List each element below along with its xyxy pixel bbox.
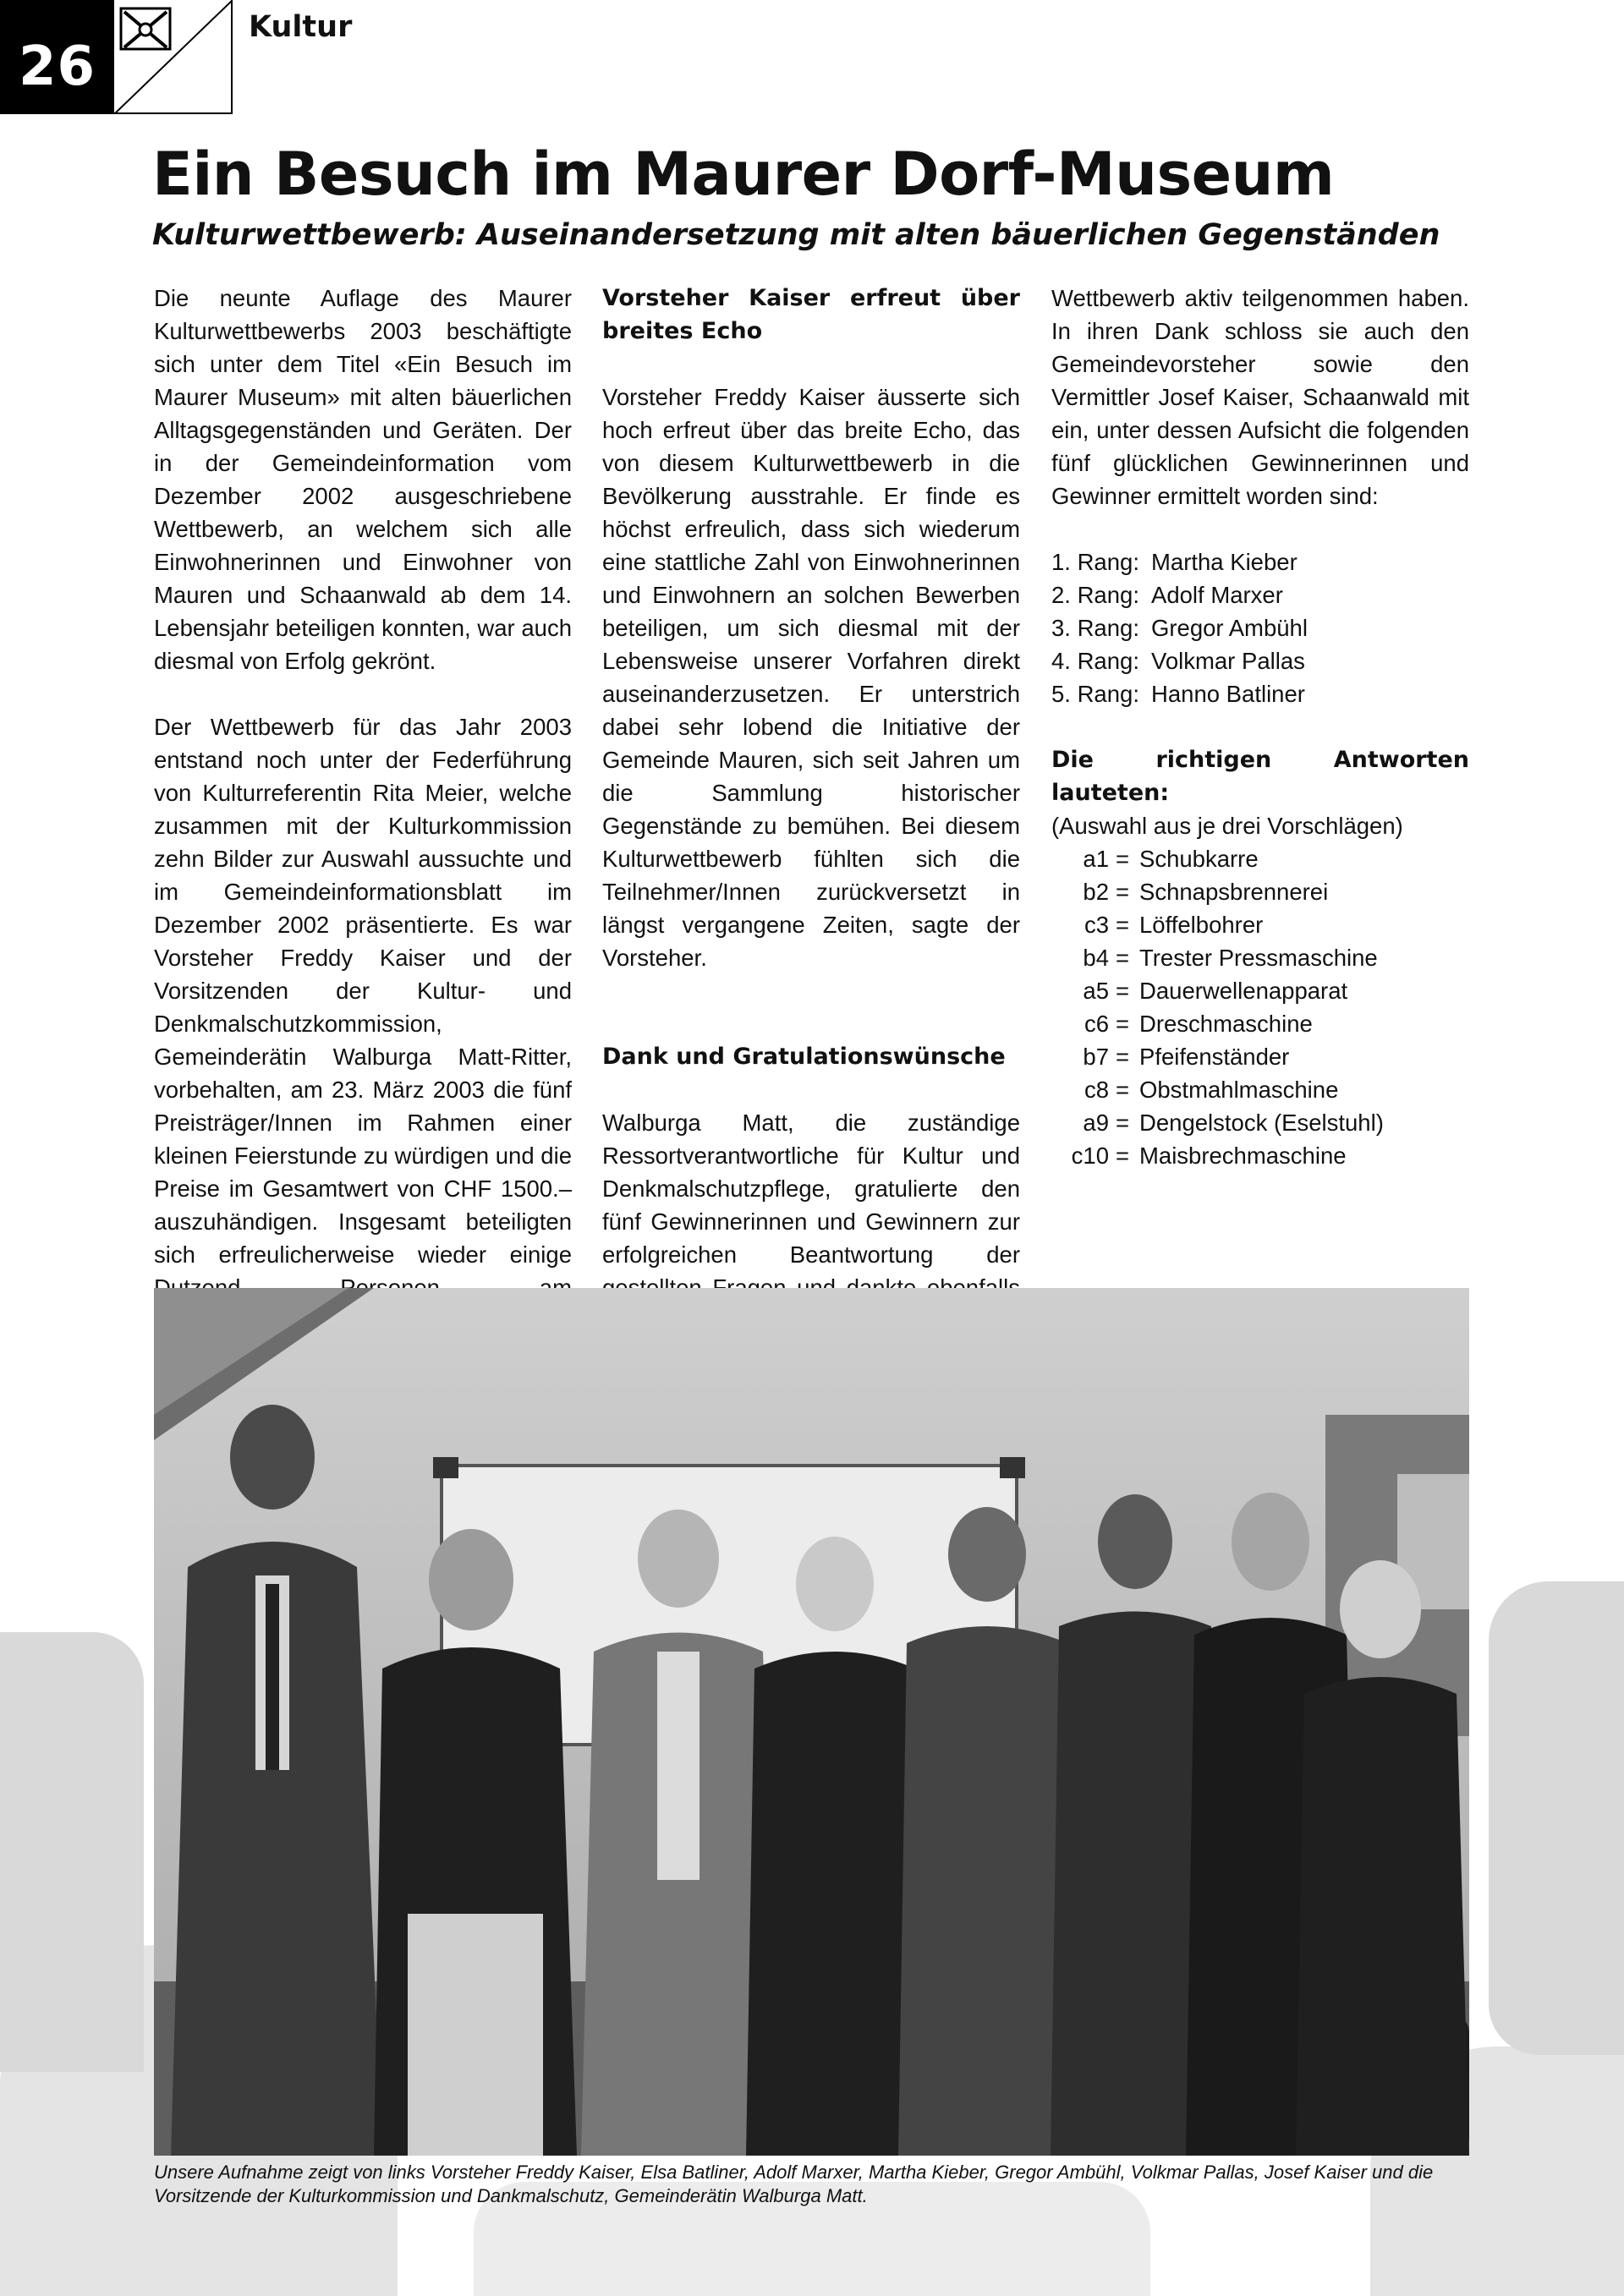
page-number-box	[0, 0, 114, 114]
answer-row: b2 = Schnapsbrennerei	[1083, 879, 1329, 905]
answers-note: (Auswahl aus je drei Vorschlägen)	[1051, 813, 1403, 839]
answer-row: a9 = Dengelstock (Eselstuhl)	[1083, 1110, 1384, 1136]
subheading: Dank und Gratulationswünsche	[602, 1044, 1006, 1070]
column-2	[602, 282, 1020, 1337]
rank-row: 3. Rang: Gregor Ambühl	[1051, 615, 1308, 641]
answer-row: b4 = Trester Pressmaschine	[1083, 945, 1378, 971]
answer-row: c6 = Dreschmaschine	[1084, 1011, 1313, 1037]
rank-row: 5. Rang: Hanno Batliner	[1051, 681, 1305, 707]
answer-row: c8 = Obstmahlmaschine	[1084, 1077, 1339, 1103]
group-photo-image	[154, 1288, 1469, 2156]
article-subtitle: Kulturwettbewerb: Auseinandersetzung mit alten bäuerlichen Gegenständen	[152, 218, 1440, 252]
page-number: 26	[19, 36, 96, 98]
paragraph: Walburga Matt, die zuständige Ressortverantwortliche für Kultur und Denkmalschutzpflege, gratulierte den fünf Gewinnerinnen und Gewinnern zur erfolgreichen Beantwortung der	[602, 1110, 1020, 1268]
answer-list	[1051, 842, 1469, 1172]
rank-row: 4. Rang: Volkmar Pallas	[1051, 648, 1305, 674]
rank-row: 2. Rang: Adolf Marxer	[1051, 582, 1283, 608]
answer-row: a1 = Schubkarre	[1083, 846, 1259, 872]
answer-row: c10 = Maisbrechmaschine	[1071, 1143, 1347, 1169]
photo-caption: Unsere Aufnahme zeigt von links Vorsteher Freddy Kaiser, Elsa Batliner, Adolf Marxer, Martha Kieber, Gregor Ambühl, Volkmar Pallas, Josef Kaiser und die Vorsitzende der Kulturkommission und Dankmalschutz, Gemeinderätin Walburga Matt.	[154, 2162, 1434, 2206]
subheading: Vorsteher Kaiser erfreut über breites Echo	[602, 285, 1020, 344]
rank-list	[1051, 545, 1469, 710]
answer-row: b7 = Pfeifenständer	[1083, 1044, 1290, 1070]
column-1	[154, 282, 572, 1337]
crest-box	[114, 0, 233, 114]
paragraph: Wettbewerb aktiv teilgenommen haben. In ihren Dank schloss sie auch den Gemeindevorsteher sowie den Vermittler Josef Kaiser, Schaanwald mit ein, unter dessen Aufsicht die folgenden fünf glücklichen Gewinnerinnen und Gewinner ermittelt worden sind:	[1051, 285, 1469, 509]
paragraph: Vorsteher Freddy Kaiser äusserte sich hoch erfreut über das breite Echo, das von diesem Kulturwettbewerb in die Bevölkerung ausstrahle. Er finde es höchst erfreulich, dass sich wiederum eine stattliche Zahl von Einwohnerinnen und Einwohnern an solchen Bewerben beteiligen, um sich diesmal mit der Lebensweise unserer Vorfahren direkt auseinanderzusetzen. Er unterstrich dabei sehr lobend die Initiative der Gemeinde Mauren, sich seit Jahren um die Sammlung historischer Gegenstände zu bemühen. Bei diesem Kulturwettbewerb fühlten sich die Teilnehmer/Innen zurückversetzt in längst vergangene Zeiten, sagte der Vorsteher.	[602, 384, 1020, 971]
answer-row: a5 = Dauerwellenapparat	[1083, 978, 1348, 1004]
watermark-shape	[1489, 1581, 1624, 2055]
article-title: Ein Besuch im Maurer Dorf-Museum	[152, 140, 1335, 209]
column-3	[1051, 282, 1469, 1172]
group-photo	[154, 1288, 1469, 2156]
paragraph: Die neunte Auflage des Maurer Kulturwettbewerbs 2003 beschäftigte sich unter dem Titel «Ein Besuch im Maurer Museum» mit alten bäuerlichen Alltagsgegenständen und Geräten. Der in der Gemeindeinformation vom Dezember 2002 ausgeschriebene Wettbewerb, an welchem sich alle Einwohnerinnen und Einwohner von Mauren und Schaanwald ab dem 14. Lebensjahr beteiligen konnten, war auch diesmal von Erfolg gekrönt.	[154, 285, 572, 674]
paragraph: Der Wettbewerb für das Jahr 2003 entstand noch unter der Federführung von Kulturreferentin Rita Meier, welche zusammen mit der Kulturkommission zehn Bilder zur Auswahl aussuchte und im Gemeindeinformationsblatt im Dezember 2002 präsentierte. Es war Vorsteher Freddy Kaiser und der Vorsitzenden der Kultur- und Denkmalschutzkommission, Gemeinderätin Walburga Matt-Ritter, vorbehalten, am 23. März 2003 die fünf Preisträger/Innen im Rahmen einer kleinen Feierstunde zu würdigen und die Preise im Gesamtwert von CHF 1500.– auszuhändigen. Insgesamt beteiligten sich erfreulicherweise wieder einige	[154, 714, 572, 1268]
crest-icon	[116, 3, 177, 56]
rank-row: 1. Rang: Martha Kieber	[1051, 549, 1298, 575]
answer-row: c3 = Löffelbohrer	[1084, 912, 1264, 938]
section-label: Kultur	[249, 10, 353, 44]
answers-heading: Die richtigen Antworten lauteten:	[1051, 747, 1469, 806]
